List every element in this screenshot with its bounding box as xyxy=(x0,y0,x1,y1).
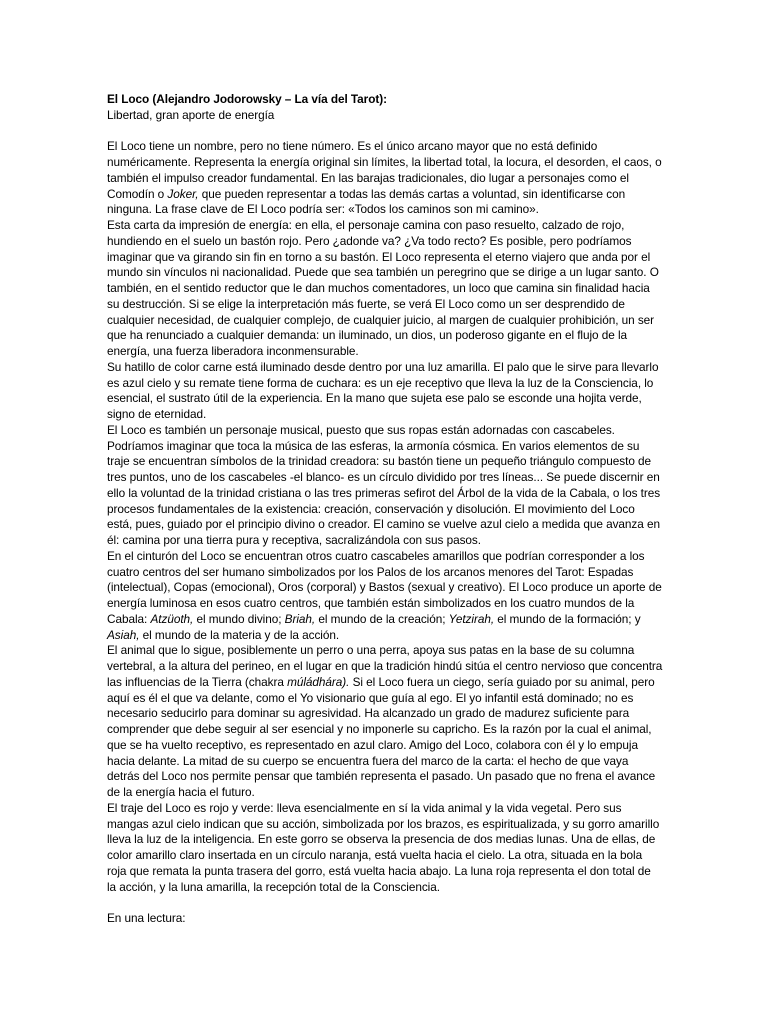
closing-line: En una lectura: xyxy=(107,911,186,925)
blank-line xyxy=(107,895,663,911)
blank-line xyxy=(107,124,663,140)
document-page xyxy=(107,92,663,927)
paragraph-6-italic-muladhara: múládhára). xyxy=(287,674,350,689)
paragraph-6-text-a: El animal que lo sigue, posiblemente un perro o una perra, apoya sus patas en la base de su columna vertebral, a la altura del perineo, en el lugar en que la tradición hindú sitúa el centro nervioso que concentra las influencias de la Tierra (chakra xyxy=(107,643,663,689)
paragraph-1-text-c: que pueden representar a todas las demás cartas a voluntad, sin identificarse con ninguna. La frase clave de El Loco podría ser: «Todos los caminos son mi camino». xyxy=(107,186,626,217)
paragraph-5-text-b: el mundo divino; xyxy=(193,611,285,626)
paragraph-5-italic-asiah: Asiah, xyxy=(107,627,140,642)
paragraph-4: El Loco es también un personaje musical, puesto que sus ropas están adornadas con cascabeles. Podríamos imaginar que toca la música de las esferas, la armonía cósmica. En varios elementos de su traje se encuentran símbolos de la trinidad creadora: su bastón tiene un pequeño triángulo compuesto de tres puntos, uno de los cascabeles -el blanco- es un círculo dividido por tres líneas... Se puede discernir en ello la voluntad de la trinidad cristiana o las tres primeras sefirot del Árbol de la vida de la Cabala, o los tres procesos fundamentales de la existencia: creación, conservación y disolución. El movimiento del Loco está, pues, guiado por el principio divino o creador. El camino se vuelve azul cielo a medida que avanza en él: camina por una tierra pura y receptiva, sacralizándola con sus pasos. xyxy=(107,422,661,547)
paragraph-5-italic-atzuoth: Atzüoth, xyxy=(150,611,194,626)
paragraph-5-text-e: el mundo de la materia y de la acción. xyxy=(139,627,340,642)
document-title: El Loco (Alejandro Jodorowsky – La vía del Tarot): xyxy=(107,92,387,106)
paragraph-5-italic-yetzirah: Yetzirah, xyxy=(448,611,495,626)
paragraph-1-text-a: El Loco tiene un nombre, pero no tiene número. Es el único arcano mayor que no está definido numéricamente. Representa la energía original sin límites, la libertad total, la locura, el desorden, el caos, o también el impulso creador fundamental. En las barajas tradicionales, dio lugar a personajes como el Comodín o xyxy=(107,139,662,201)
paragraph-1 xyxy=(107,139,663,218)
paragraph-3: Su hatillo de color carne está iluminado desde dentro por una luz amarilla. El palo que le sirve para llevarlo es azul cielo y su remate tiene forma de cuchara: es un eje receptivo que lleva la luz de la Consciencia, lo esencial, el sustrato útil de la experiencia. En la mano que sujeta ese palo se esconde una hojita verde, signo de eternidad. xyxy=(107,359,659,421)
paragraph-1-italic-joker: Joker, xyxy=(167,186,199,201)
paragraph-5 xyxy=(107,549,663,644)
paragraph-5-text-c: el mundo de la creación; xyxy=(315,611,449,626)
paragraph-5-text-d: el mundo de la formación; y xyxy=(494,611,641,626)
paragraph-7: El traje del Loco es rojo y verde: lleva esencialmente en sí la vida animal y la vida vegetal. Pero sus mangas azul cielo indican que su acción, simbolizada por los brazos, es espiritualizada, y su gorro amarillo lleva la luz de la inteligencia. En este gorro se observa la presencia de dos medias lunas. Una de ellas, de color amarillo claro insertada en un círculo naranja, está vuelta hacia el cielo. La otra, situada en la bola roja que remata la punta trasera del gorro, está vuelta hacia abajo. La luna roja representa el don total de la acción, y la luna amarilla, la recepción total de la Consciencia. xyxy=(107,800,660,894)
paragraph-5-text-a: En el cinturón del Loco se encuentran otros cuatro cascabeles amarillos que podrían corresponder a los cuatro centros del ser humano simbolizados por los Palos de los arcanos menores del Tarot: Espadas (intelectual), Copas (emocional), Oros (corporal) y Bastos (sexual y creativo). El Loco produce un aporte de energía luminosa en esos cuatro centros, que también están simbolizados en los cuatro mundos de la Cabala: xyxy=(107,548,662,626)
document-subtitle: Libertad, gran aporte de energía xyxy=(107,107,275,122)
paragraph-2: Esta carta da impresión de energía: en ella, el personaje camina con paso resuelto, calzado de rojo, hundiendo en el suelo un bastón rojo. Pero ¿adonde va? ¿Va todo recto? Es posible, pero podríamos imaginar que va girando sin fin en torno a su bastón. El Loco representa el eterno viajero que anda por el mundo sin vínculos ni nacionalidad. Puede que sea también un peregrino que se dirige a un lugar santo. O también, en el sentido reductor que le dan muchos comentadores, un loco que camina sin finalidad hacia su destrucción. Si se elige la interpretación más fuerte, se verá El Loco como un ser desprendido de cualquier necesidad, de cualquier complejo, de cualquier juicio, al margen de cualquier prohibición, un ser que ha renunciado a cualquier demanda: un iluminado, un dios, un poderoso gigante en el flujo de la energía, una fuerza liberadora inconmensurable. xyxy=(107,218,659,358)
paragraph-6 xyxy=(107,643,663,801)
paragraph-5-italic-briah: Briah, xyxy=(284,611,316,626)
paragraph-6-text-c: Si el Loco fuera un ciego, sería guiado por su animal, pero aquí es él el que va delante, como el Yo visionario que guía al ego. El yo infantil está dominado; no es necesario seducirlo para dominar su agresividad. Ha alcanzado un grado de madurez suficiente para comprender que debe seguir al ser esencial y no imponerle su capricho. Es la razón por la cual el animal, que se ha vuelto receptivo, es representado en azul claro. Amigo del Loco, colabora con él y lo empuja hacia delante. La mitad de su cuerpo se encuentra fuera del marco de la carta: el hecho de que vaya detrás del Loco nos permite pensar que también representa el pasado. Un pasado que no frena el avance de la energía hacia el futuro. xyxy=(107,674,656,799)
